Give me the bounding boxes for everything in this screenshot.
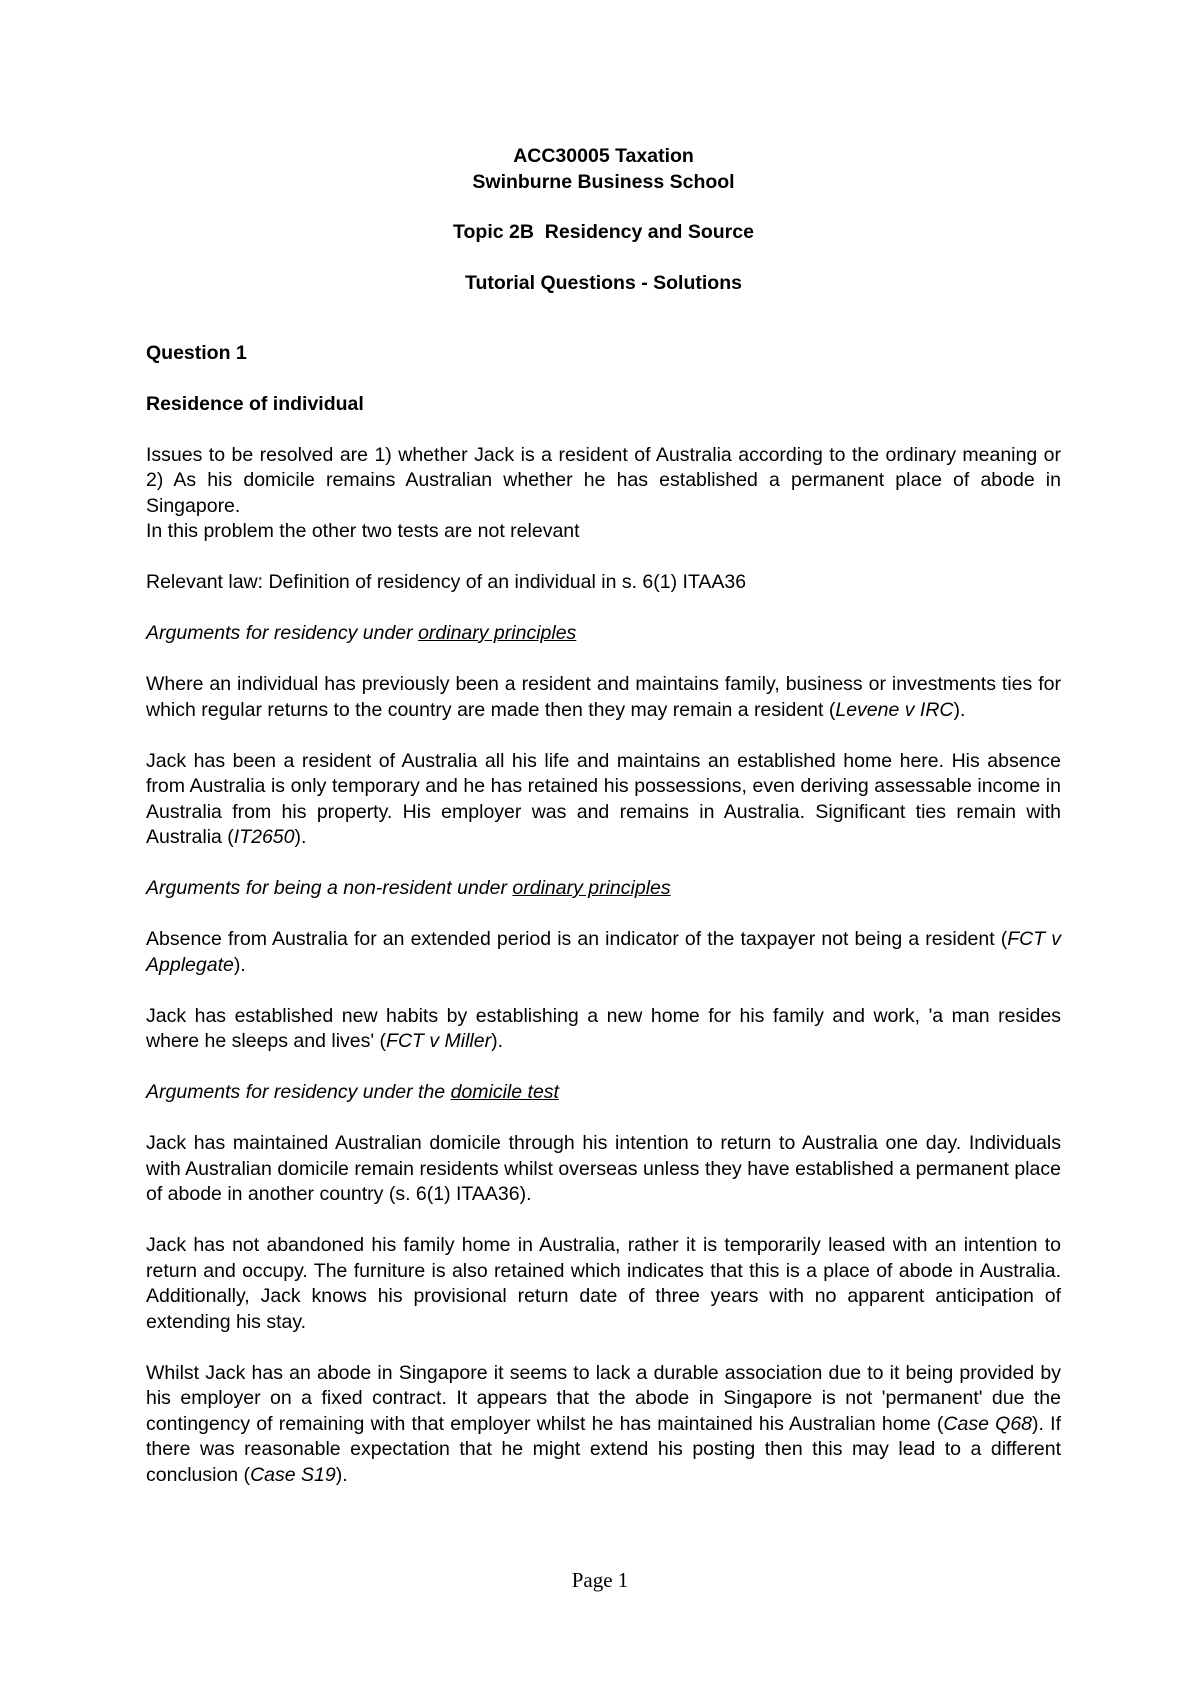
paragraph	[146, 749, 1061, 851]
issues-note: In this problem the other two tests are not relevant	[146, 520, 580, 542]
section-heading-text: Arguments for residency under	[146, 622, 419, 644]
section-heading-underlined: ordinary principles	[418, 622, 577, 644]
relevant-law: Relevant law: Definition of residency of an individual in s. 6(1) ITAA36	[146, 571, 747, 593]
school-name: Swinburne Business School	[472, 170, 735, 193]
page-number: Page 1	[571, 1568, 629, 1592]
paragraph-text: Absence from Australia for an extended period is an indicator of the taxpayer not being a resident (	[146, 928, 1008, 950]
section-heading-domicile	[146, 1080, 1061, 1106]
paragraph-text: ). If there was reasonable expectation that he might extend his posting then this may lead to a different conclusion (	[146, 1412, 1061, 1486]
question-subheading: Residence of individual	[146, 392, 364, 415]
paragraph-text: Where an individual has previously been a resident and maintains family, business or investments ties for which regular returns to the country are made then they may remain a resident (	[146, 673, 1061, 721]
section-heading-underlined: domicile test	[450, 1081, 559, 1103]
paragraph: Jack has not abandoned his family home in Australia, rather it is temporarily leased with an intention to return and occupy. The furniture is also retained which indicates that this is a place of abode in Australia. Additionally, Jack knows his provisional return date of three years with no apparent anticipation of extending his stay.	[146, 1234, 1061, 1333]
paragraph-text: ).	[953, 698, 966, 721]
paragraph-text: ).	[491, 1030, 504, 1052]
section-heading-text: Arguments for residency under the	[146, 1081, 451, 1103]
section-heading-underlined: ordinary principles	[512, 877, 671, 899]
paragraph	[146, 1361, 1061, 1489]
paragraph-text: Jack has been a resident of Australia all his life and maintains an established home here. His absence from Australia is only temporary and he has retained his possessions, even deriving assessable income in Australia from his property. His employer was and remains in Australia. Significant ties remain with Australia (	[146, 749, 1061, 848]
case-citation: FCT v Miller	[386, 1030, 492, 1052]
paragraph-text: ).	[233, 953, 246, 976]
paragraph	[146, 927, 1061, 978]
case-citation: Levene v IRC	[835, 698, 954, 721]
paragraph: Jack has maintained Australian domicile through his intention to return to Australia one day. Individuals with Australian domicile remain residents whilst overseas unless they have established a permanent place of abode in another country (s. 6(1) ITAA36).	[146, 1132, 1061, 1205]
paragraph	[146, 1004, 1061, 1055]
case-citation: Case S19	[250, 1463, 336, 1486]
question-heading: Question 1	[146, 341, 247, 364]
page-content	[146, 144, 1061, 1488]
section-heading-non-resident	[146, 876, 1061, 902]
section-heading-text: Arguments for being a non-resident under	[146, 877, 513, 899]
paragraph	[146, 672, 1061, 723]
case-citation: Case Q68	[943, 1412, 1033, 1435]
paragraph-text: Jack has established new habits by establishing a new home for his family and work, 'a man resides where he sleeps and lives' (	[146, 1004, 1061, 1052]
topic-title: Topic 2B Residency and Source	[453, 221, 754, 243]
document-subtitle: Tutorial Questions - Solutions	[465, 271, 742, 294]
paragraph-text: Whilst Jack has an abode in Singapore it seems to lack a durable association due to it being provided by his employer on a fixed contract. It appears that the abode in Singapore is not 'permanent' due the contingency of remaining with that employer whilst he has maintained his Australian home (	[146, 1361, 1061, 1435]
case-citation: IT2650	[233, 826, 295, 848]
paragraph-text: ).	[335, 1463, 348, 1486]
case-citation: FCT v Applegate	[146, 928, 1061, 976]
section-heading-residency-ordinary	[146, 621, 1061, 647]
course-title: ACC30005 Taxation	[513, 145, 694, 167]
issues-paragraph: Issues to be resolved are 1) whether Jack is a resident of Australia according to the ordinary meaning or 2) As his domicile remains Australian whether he has established a permanent place of abode in Singapore.	[146, 443, 1061, 517]
paragraph-text: ).	[294, 826, 307, 848]
